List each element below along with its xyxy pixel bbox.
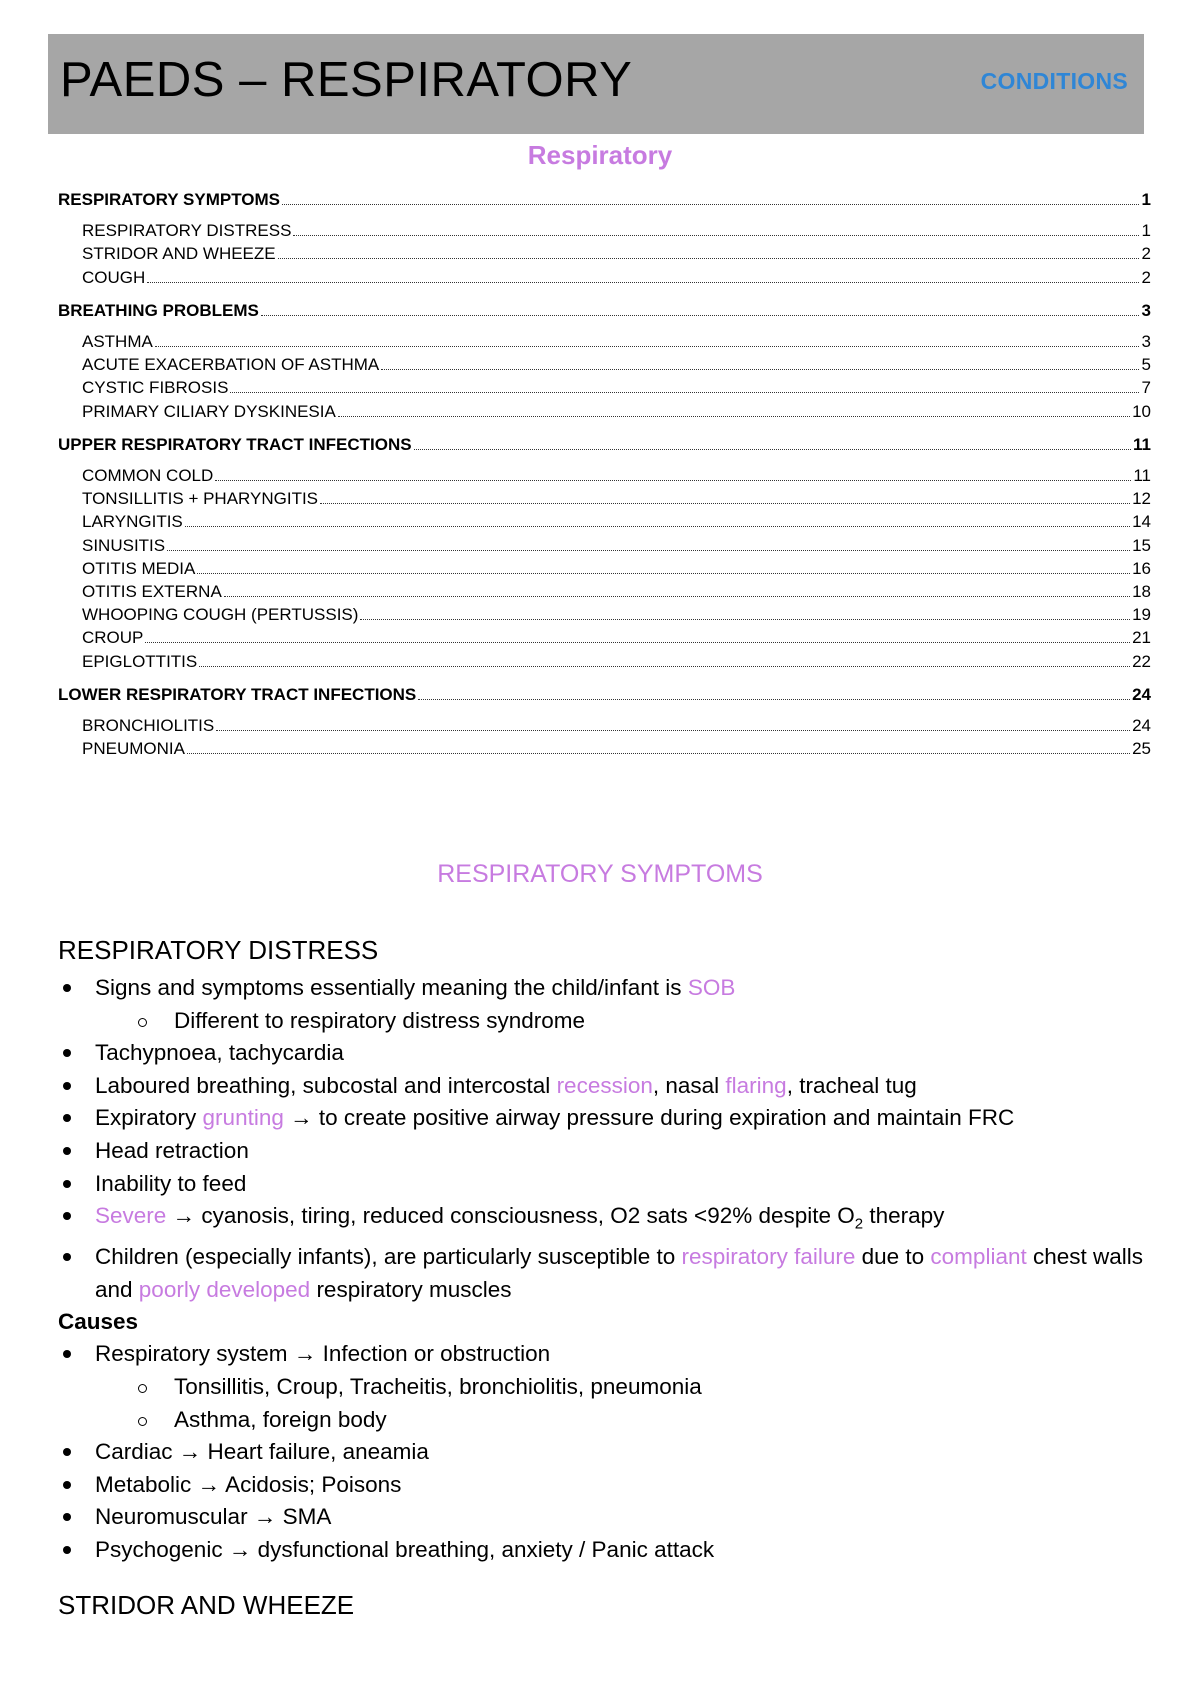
toc-heading[interactable]: RESPIRATORY SYMPTOMS 1 <box>58 190 1151 209</box>
body-content <box>58 934 1148 1621</box>
list-item: Psychogenic → dysfunctional breathing, anxiety / Panic attack <box>58 1534 1148 1567</box>
toc-entry[interactable]: RESPIRATORY DISTRESS 1 <box>82 221 1151 241</box>
causes-label: Causes <box>58 1309 139 1335</box>
conditions-tag: CONDITIONS <box>980 68 1128 94</box>
list-item: Signs and symptoms essentially meaning the child/infant is SOB Different to respiratory distress syndrome <box>58 972 1148 1037</box>
list-item: Children (especially infants), are particularly susceptible to respiratory failure due to compliant chest walls and poorly developed respiratory muscles <box>58 1241 1148 1306</box>
toc-entry[interactable]: PNEUMONIA 25 <box>82 739 1151 759</box>
list-item: Inability to feed <box>58 1168 1148 1201</box>
toc-entry[interactable]: WHOOPING COUGH (PERTUSSIS) 19 <box>82 605 1151 625</box>
toc-entry[interactable]: OTITIS EXTERNA 18 <box>82 582 1151 602</box>
list-item: Head retraction <box>58 1135 1148 1168</box>
subsection-heading: RESPIRATORY DISTRESS <box>58 935 379 965</box>
toc-entry[interactable]: LARYNGITIS 14 <box>82 512 1151 532</box>
list-item: Neuromuscular → SMA <box>58 1501 1148 1534</box>
arrow-icon: → <box>178 1439 202 1465</box>
toc-entry[interactable]: OTITIS MEDIA 16 <box>82 558 1151 578</box>
toc-entry[interactable]: SINUSITIS 15 <box>82 535 1151 555</box>
causes-list <box>58 1338 1148 1566</box>
list-item: Metabolic → Acidosis; Poisons <box>58 1469 1148 1502</box>
list-item: Expiratory grunting → to create positive airway pressure during expiration and maintain FRC <box>58 1102 1148 1135</box>
section-heading: RESPIRATORY SYMPTOMS <box>437 860 763 888</box>
list-item: Laboured breathing, subcostal and intercostal recession, nasal flaring, tracheal tug <box>58 1070 1148 1103</box>
arrow-icon: → <box>172 1203 196 1229</box>
toc-entry[interactable]: COUGH 2 <box>82 267 1151 287</box>
symptom-list <box>58 972 1148 1306</box>
toc-entry[interactable]: ASTHMA 3 <box>82 332 1151 352</box>
toc-entry[interactable]: ACUTE EXACERBATION OF ASTHMA 5 <box>82 355 1151 375</box>
document-title: PAEDS – RESPIRATORY <box>60 53 633 107</box>
toc-entry[interactable]: CYSTIC FIBROSIS 7 <box>82 378 1151 398</box>
toc-entry[interactable]: TONSILLITIS + PHARYNGITIS 12 <box>82 489 1151 509</box>
arrow-icon: → <box>290 1105 313 1131</box>
list-item: Cardiac → Heart failure, aneamia <box>58 1436 1148 1469</box>
subsection-heading: STRIDOR AND WHEEZE <box>58 1589 355 1620</box>
arrow-icon: → <box>253 1504 277 1530</box>
arrow-icon: → <box>197 1471 221 1497</box>
list-item: Tachypnoea, tachycardia <box>58 1037 1148 1070</box>
list-subitem: Tonsillitis, Croup, Tracheitis, bronchiolitis, pneumonia <box>95 1371 1148 1404</box>
arrow-icon: → <box>228 1537 252 1562</box>
toc-entry[interactable]: CROUP 21 <box>82 628 1151 648</box>
list-subitem: Asthma, foreign body <box>95 1404 1148 1437</box>
toc-heading[interactable]: UPPER RESPIRATORY TRACT INFECTIONS 11 <box>58 434 1151 454</box>
list-item: Severe → cyanosis, tiring, reduced consciousness, O2 sats <92% despite $O_2$ therapy <box>58 1200 1148 1241</box>
document-subtitle: Respiratory <box>527 140 673 170</box>
toc-entry[interactable]: COMMON COLD 11 <box>82 466 1151 486</box>
toc-entry[interactable]: BRONCHIOLITIS 24 <box>82 716 1151 736</box>
toc-heading[interactable]: LOWER RESPIRATORY TRACT INFECTIONS 24 <box>58 684 1151 704</box>
toc-entry[interactable]: EPIGLOTTITIS 22 <box>82 651 1151 671</box>
toc-entry[interactable]: PRIMARY CILIARY DYSKINESIA 10 <box>82 401 1151 421</box>
list-item: Respiratory system → Infection or obstruction Tonsillitis, Croup, Tracheitis, bronchiolitis, pneumonia Asthma, foreign body <box>58 1338 1148 1436</box>
list-subitem: Different to respiratory distress syndrome <box>95 1005 1148 1038</box>
table-of-contents <box>58 188 1151 760</box>
toc-heading[interactable]: BREATHING PROBLEMS 3 <box>58 300 1151 320</box>
toc-entry[interactable]: STRIDOR AND WHEEZE 2 <box>82 244 1151 264</box>
arrow-icon: → <box>293 1341 317 1367</box>
